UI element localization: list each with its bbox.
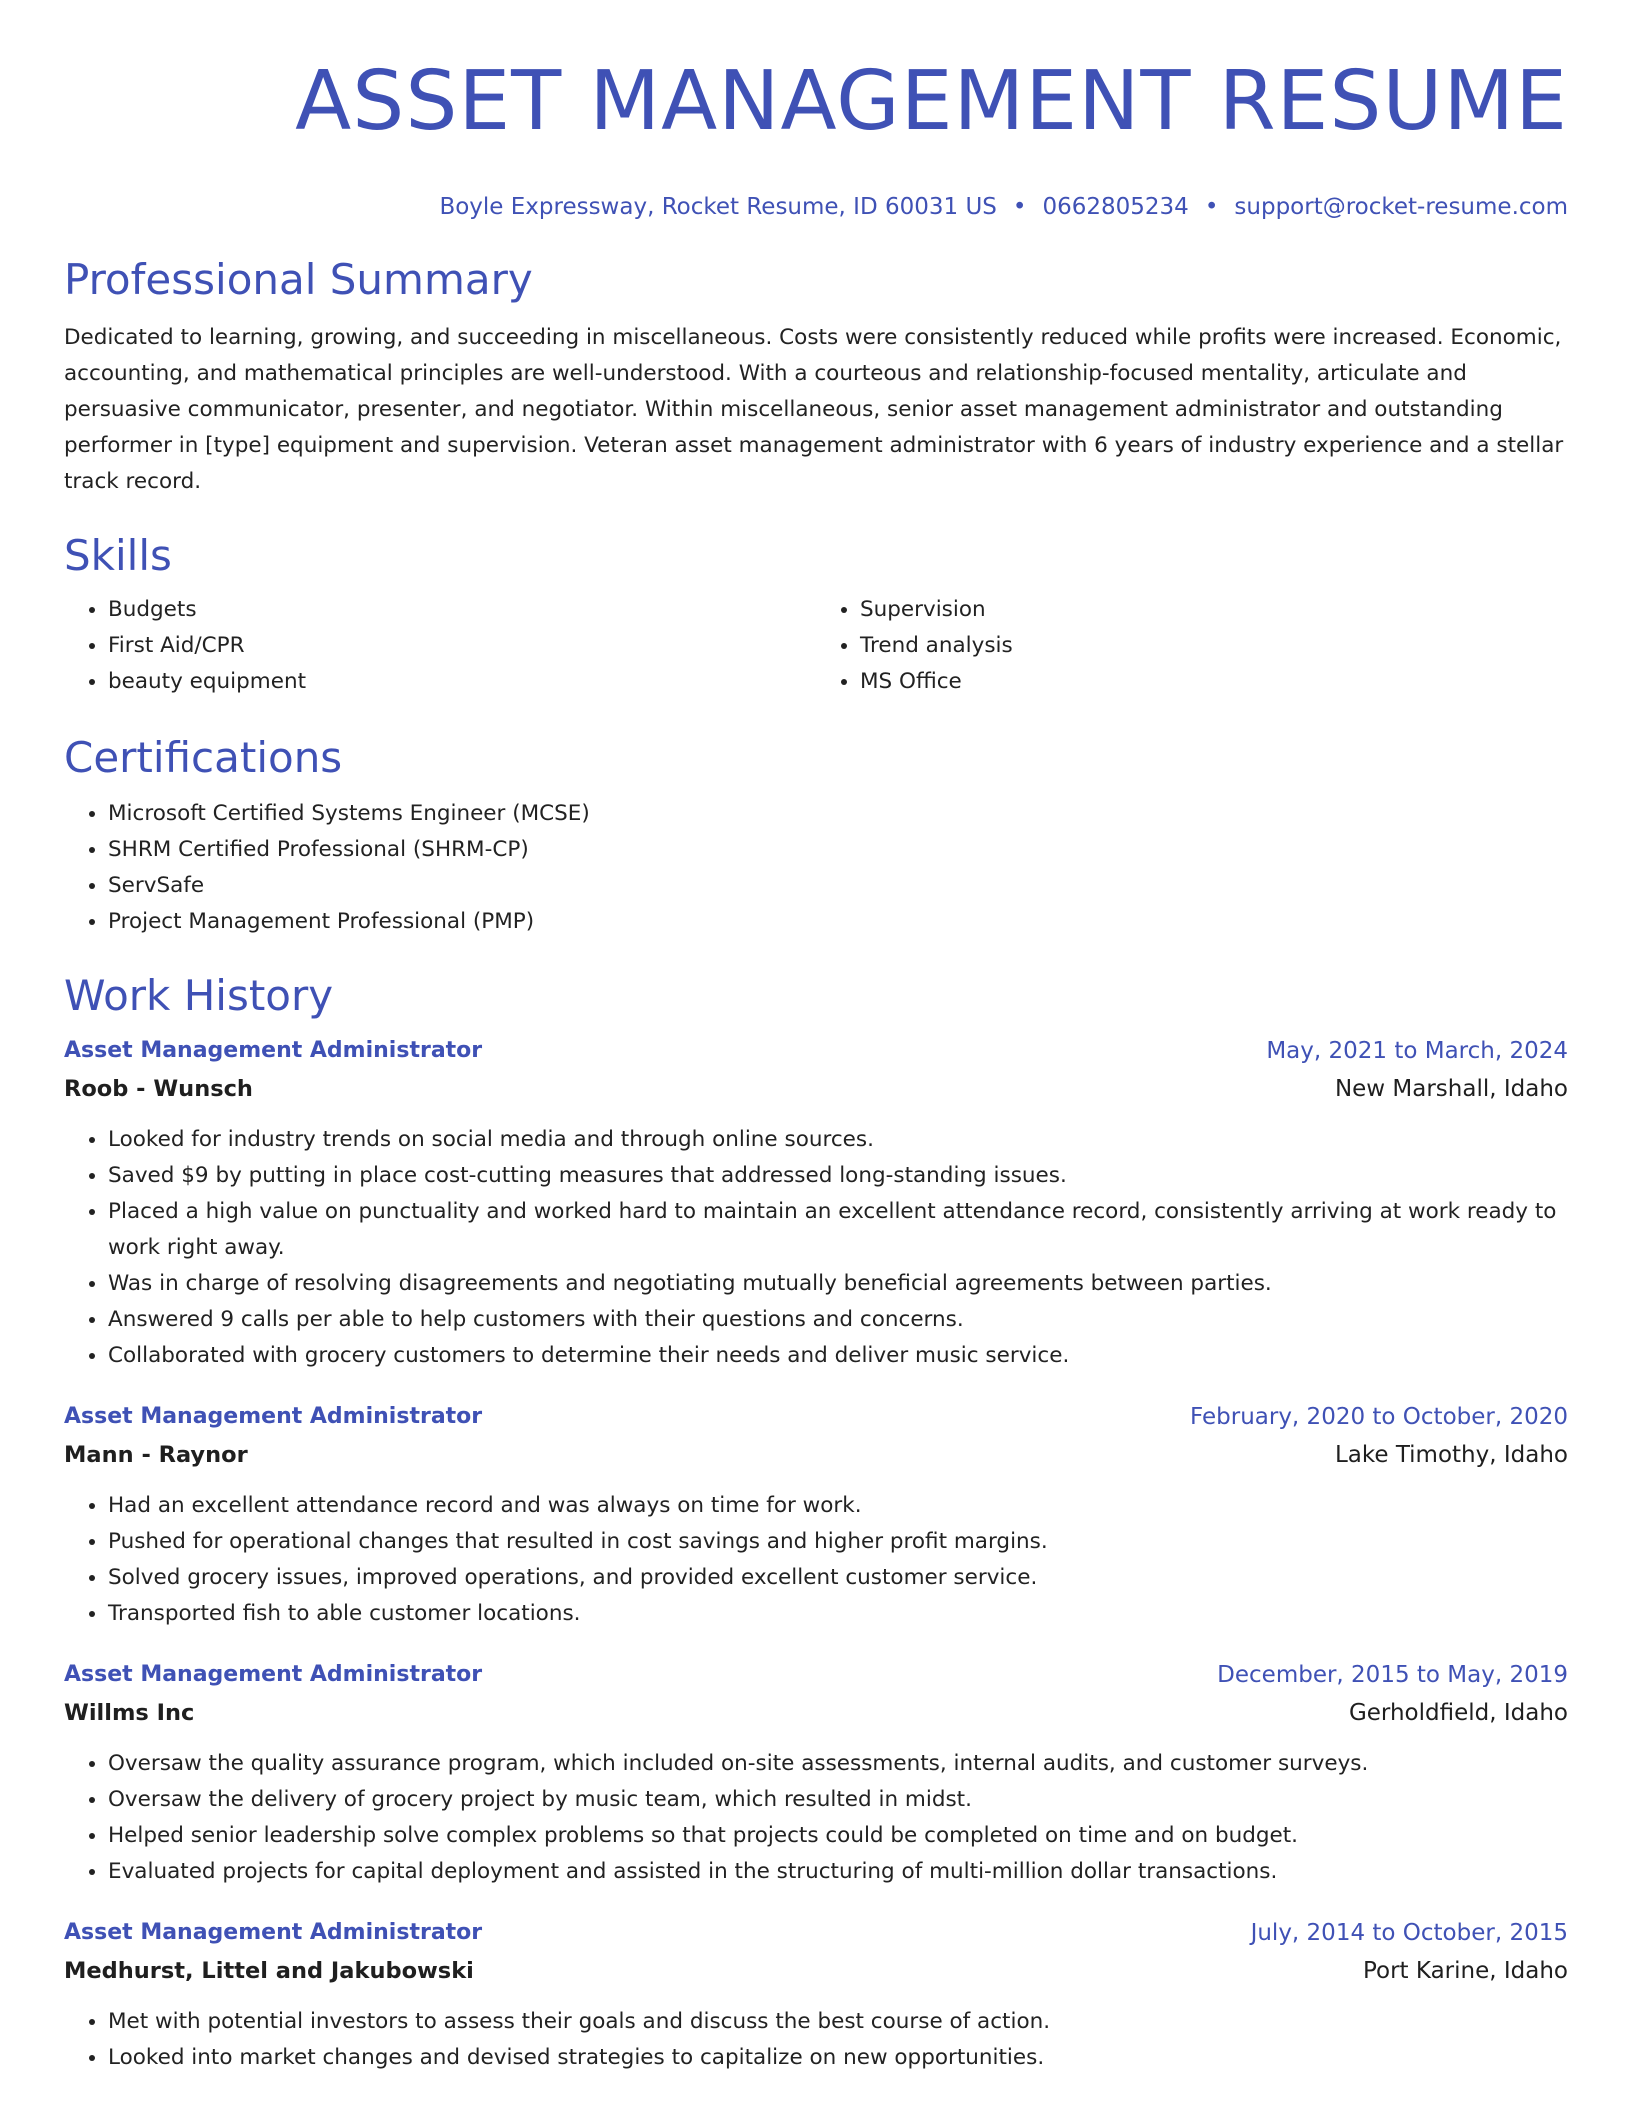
job-bullet: • Answered 9 calls per able to help customers with their questions and concerns.	[108, 1302, 1568, 1338]
job-bullet: • Collaborated with grocery customers to determine their needs and deliver music service.	[108, 1338, 1568, 1374]
job-title: Asset Management Administrator	[64, 1038, 483, 1063]
job-bullets	[64, 2004, 1568, 2076]
contact-line	[64, 192, 1568, 222]
skill-item: • First Aid/CPR	[108, 628, 816, 664]
job-bullet: • Met with potential investors to assess their goals and discuss the best course of action.	[108, 2004, 1568, 2040]
job-bullet: • Placed a high value on punctuality and worked hard to maintain an excellent attendance record, consistently arriving at work ready to work right away.	[108, 1194, 1568, 1266]
job-header	[64, 1656, 1568, 1694]
certifications-list	[64, 796, 1568, 940]
job-bullet: • Oversaw the delivery of grocery project by music team, which resulted in midst.	[108, 1782, 1568, 1818]
job-bullets	[64, 1122, 1568, 1374]
contact-address: Boyle Expressway, Rocket Resume, ID 60031 US	[439, 194, 997, 220]
certification-item: • ServSafe	[108, 868, 1568, 904]
certification-item: • Microsoft Certified Systems Engineer (MCSE)	[108, 796, 1568, 832]
skill-item: • MS Office	[860, 664, 1568, 700]
skill-item: • Trend analysis	[860, 628, 1568, 664]
job-bullet: • Transported fish to able customer locations.	[108, 1596, 1568, 1632]
work-history-heading: Work History	[64, 971, 334, 1020]
job-bullet: • Had an excellent attendance record and was always on time for work.	[108, 1488, 1568, 1524]
job-location: Gerholdfield, Idaho	[1348, 1700, 1568, 1726]
job-bullet: • Solved grocery issues, improved operations, and provided excellent customer service.	[108, 1560, 1568, 1596]
certifications-heading: Certifications	[64, 733, 343, 782]
resume-title: ASSET MANAGEMENT RESUME	[295, 54, 1568, 149]
certification-item: • SHRM Certified Professional (SHRM-CP)	[108, 832, 1568, 868]
job-title: Asset Management Administrator	[64, 1662, 483, 1687]
job-subheader	[64, 1436, 1568, 1474]
contact-separator: •	[1012, 194, 1027, 220]
contact-separator: •	[1204, 194, 1219, 220]
job-bullet: • Oversaw the quality assurance program, which included on-site assessments, internal audits, and customer surveys.	[108, 1746, 1568, 1782]
job-entry	[64, 1398, 1568, 1632]
job-dates: July, 2014 to October, 2015	[1250, 1920, 1568, 1946]
job-location: Port Karine, Idaho	[1362, 1958, 1568, 1984]
skill-item: • Budgets	[108, 592, 816, 628]
job-bullet: • Looked into market changes and devised strategies to capitalize on new opportunities.	[108, 2040, 1568, 2076]
job-header	[64, 1032, 1568, 1070]
job-header	[64, 1914, 1568, 1952]
job-title: Asset Management Administrator	[64, 1920, 483, 1945]
job-location: New Marshall, Idaho	[1334, 1076, 1568, 1102]
contact-email[interactable]: support@rocket-resume.com	[1234, 194, 1568, 220]
job-bullet: • Pushed for operational changes that resulted in cost savings and higher profit margins.	[108, 1524, 1568, 1560]
job-bullets	[64, 1746, 1568, 1890]
job-bullet: • Helped senior leadership solve complex problems so that projects could be completed on time and on budget.	[108, 1818, 1568, 1854]
job-title: Asset Management Administrator	[64, 1404, 483, 1429]
job-subheader	[64, 1694, 1568, 1732]
summary-heading: Professional Summary	[64, 255, 533, 304]
job-entry	[64, 1914, 1568, 2076]
skill-item: • Supervision	[860, 592, 1568, 628]
job-bullet: • Evaluated projects for capital deployment and assisted in the structuring of multi-million dollar transactions.	[108, 1854, 1568, 1890]
job-subheader	[64, 1952, 1568, 1990]
job-company: Mann - Raynor	[64, 1442, 248, 1468]
contact-phone: 0662805234	[1042, 194, 1189, 220]
job-header	[64, 1398, 1568, 1436]
job-company: Willms Inc	[64, 1700, 195, 1726]
skills-heading: Skills	[64, 531, 172, 580]
job-dates: February, 2020 to October, 2020	[1190, 1404, 1568, 1430]
certification-item: • Project Management Professional (PMP)	[108, 904, 1568, 940]
job-bullet: • Saved $9 by putting in place cost-cutting measures that addressed long-standing issues.	[108, 1158, 1568, 1194]
job-bullet: • Was in charge of resolving disagreements and negotiating mutually beneficial agreements between parties.	[108, 1266, 1568, 1302]
skill-item: • beauty equipment	[108, 664, 816, 700]
job-dates: May, 2021 to March, 2024	[1266, 1038, 1568, 1064]
job-company: Medhurst, Littel and Jakubowski	[64, 1958, 474, 1984]
job-dates: December, 2015 to May, 2019	[1217, 1662, 1568, 1688]
job-bullet: • Looked for industry trends on social media and through online sources.	[108, 1122, 1568, 1158]
job-subheader	[64, 1070, 1568, 1108]
skills-list	[64, 592, 1568, 700]
job-entry	[64, 1656, 1568, 1890]
job-entry	[64, 1032, 1568, 1374]
job-location: Lake Timothy, Idaho	[1334, 1442, 1568, 1468]
skills-right-column	[816, 592, 1568, 700]
skills-left-column	[64, 592, 816, 700]
job-bullets	[64, 1488, 1568, 1632]
job-company: Roob - Wunsch	[64, 1076, 253, 1102]
summary-text: Dedicated to learning, growing, and succeeding in miscellaneous. Costs were consistently reduced while profits were increased. Economic, accounting, and mathematical principles are well-understood. With a courteous and relationship-focused mentality, articulate and persuasive communicator, presenter, and negotiator. Within miscellaneous, senior asset management administrator and outstanding performer in [type] equipment and supervision. Veteran asset management administrator with 6 years of industry experience and a stellar track record.	[64, 325, 1564, 494]
